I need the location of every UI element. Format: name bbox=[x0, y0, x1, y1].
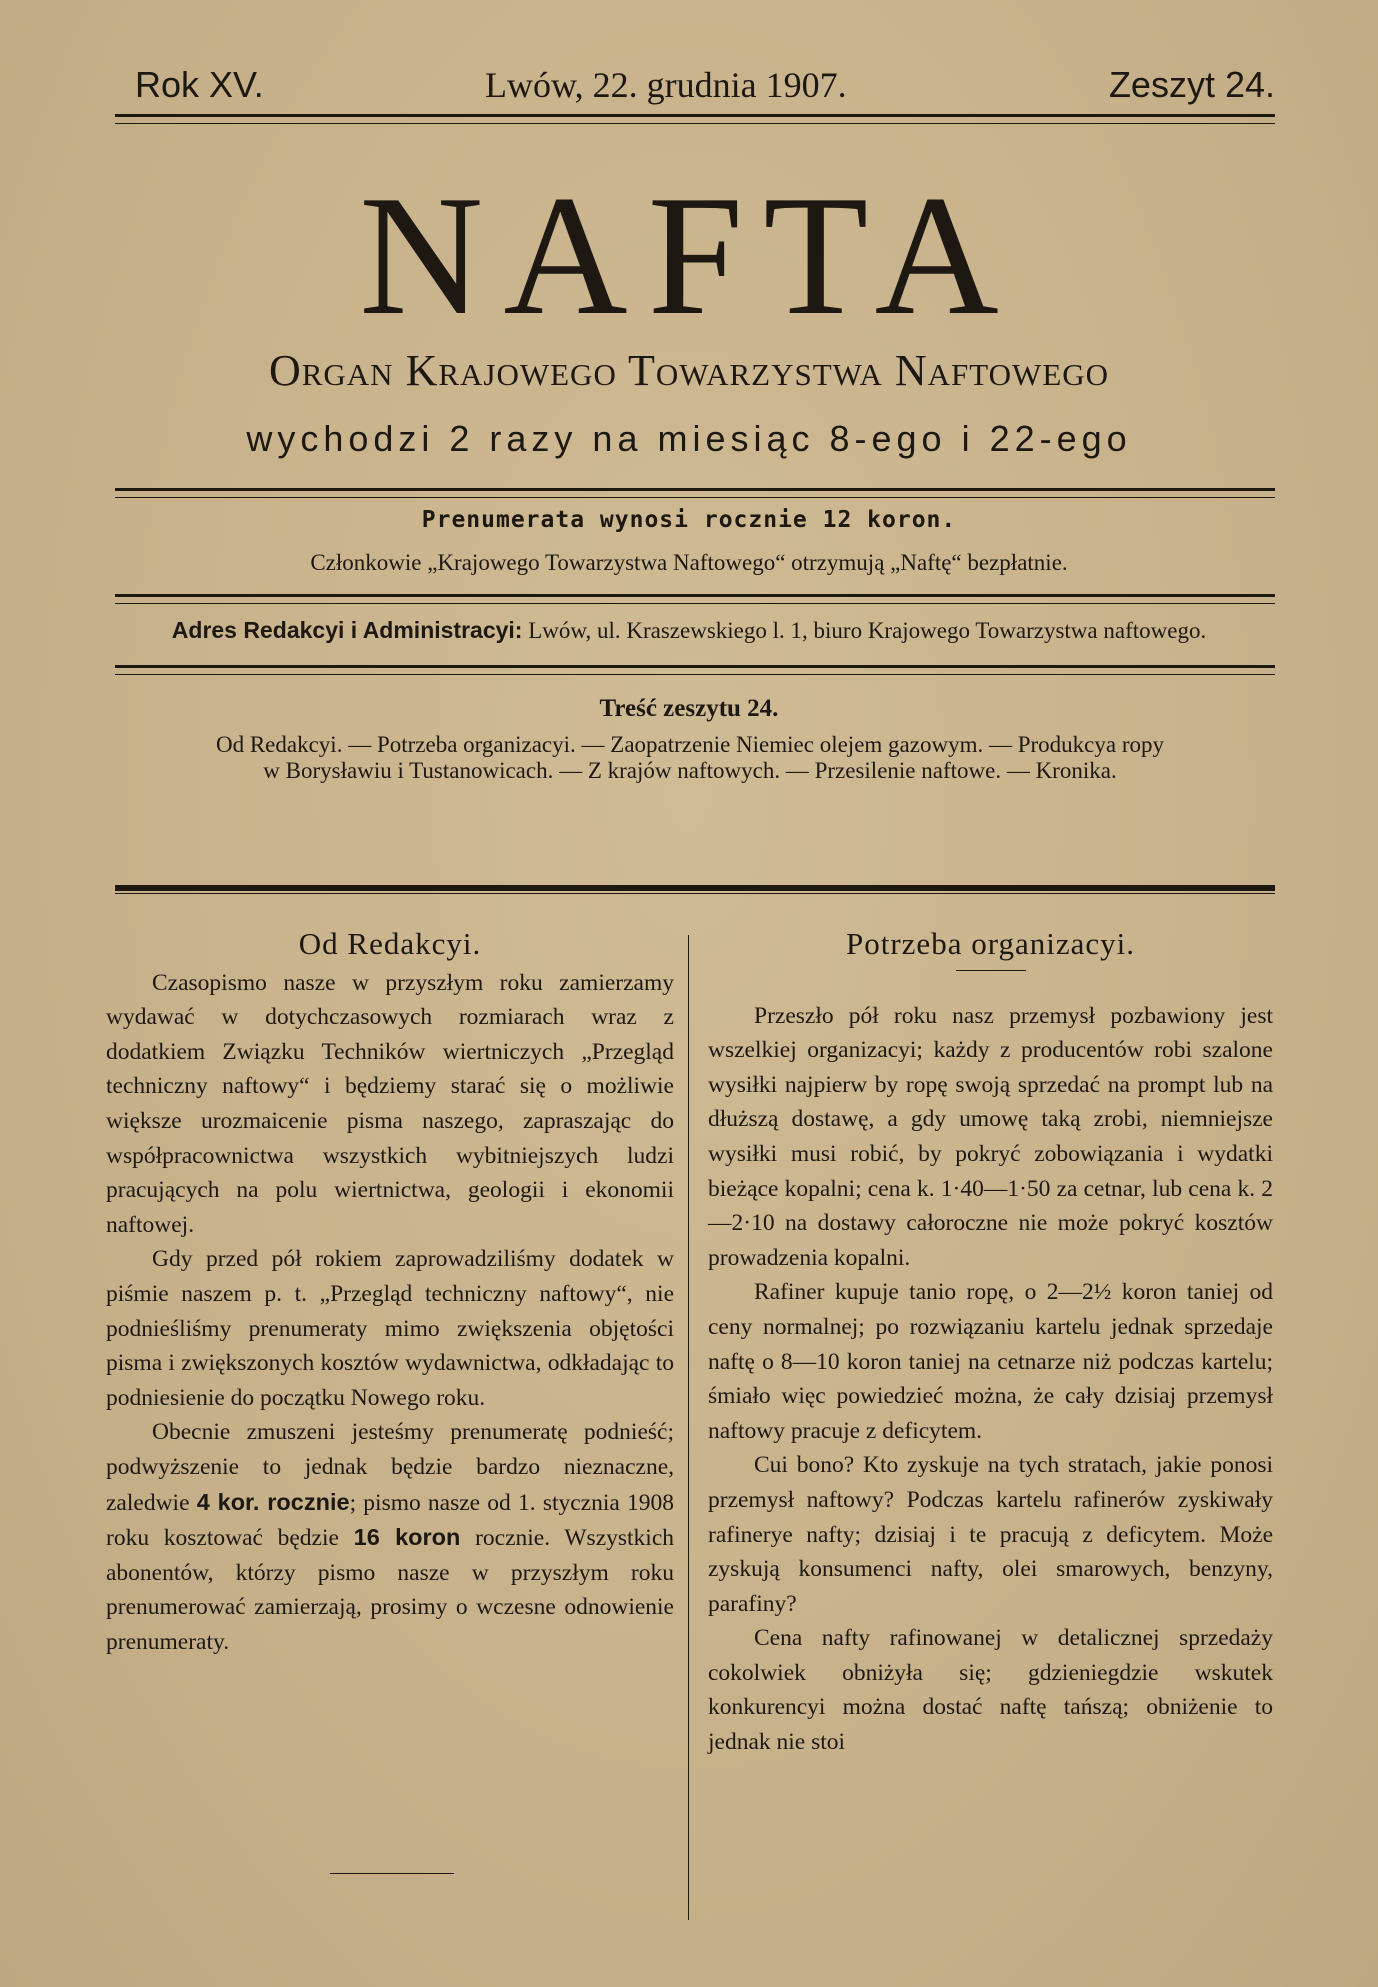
contents-list bbox=[105, 732, 1275, 784]
paragraph: Czasopismo nasze w przyszłym roku zamierzamy wydawać w dotychczasowych rozmiarach wraz z dodatkiem Związku Techników wiertniczych „Przegląd techniczny naftowy“ i będziemy starać się o możliwie większe urozmaicenie pisma naszego, zapraszając do współpracownictwa wszystkich wybitniejszych ludzi pracujących na polu wiertnictwa, geologii i ekonomii naftowej. bbox=[106, 969, 674, 1238]
article-heading: Potrzeba organizacyi. bbox=[846, 926, 1135, 961]
subscription-price: Prenumerata wynosi rocznie 12 koron. bbox=[421, 507, 957, 533]
members-note: Członkowie „Krajowego Towarzystwa Naftowego“ otrzymują „Naftę“ bezpłatnie. bbox=[310, 550, 1068, 575]
subscription-rule bbox=[115, 594, 1275, 604]
issue-header bbox=[115, 64, 1275, 114]
contents-title: Treść zeszytu 24. bbox=[599, 695, 779, 722]
heading-rule bbox=[956, 970, 1026, 971]
paragraph: Cui bono? Kto zyskuje na tych stratach, jakie ponosi przemysł naftowy? Podczas kartelu rafinerów zyskiwały rafinerye nafty; dzisiaj i te pracują z deficytem. Może zyskują konsumenci nafty, olei smarowych, benzyny, parafiny? bbox=[708, 1452, 1273, 1617]
address-value: Lwów, ul. Kraszewskiego l. 1, biuro Krajowego Towarzystwa naftowego. bbox=[528, 618, 1207, 643]
address-rule bbox=[115, 665, 1275, 675]
paragraph: Gdy przed pół rokiem zaprowadziliśmy dodatek w piśmie naszem p. t. „Przegląd techniczny naftowy“, nie podnieśliśmy prenumeraty mimo zwiększenia objętości pisma i zwiększonych kosztów wydawnictwa, odkładając to podniesienie do początku Nowego roku. bbox=[106, 1246, 674, 1411]
article-end-rule bbox=[330, 1873, 454, 1874]
section-rule bbox=[115, 885, 1275, 891]
article-heading: Od Redakcyi. bbox=[298, 926, 482, 961]
new-price: 16 koron bbox=[353, 1524, 461, 1551]
paragraph: Cena nafty rafinowanej w detalicznej sprzedaży cokolwiek obniżyła się; gdzieniegdzie wskutek konkurencyi można dostać naftę tańszą; obniżenie to jednak nie stoi bbox=[708, 1625, 1273, 1756]
year-label: Rok XV. bbox=[135, 64, 264, 105]
text-run: rocznie. Wszystkich abonentów, którzy pismo nasze w przyszłym roku prenumerować zamierzają, prosimy o wczesne odnowienie prenumeraty. bbox=[106, 1525, 675, 1655]
article-editorial bbox=[106, 927, 674, 1659]
text-run: ; pismo nasze od 1. stycznia 1908 roku kosztować będzie bbox=[106, 1489, 675, 1552]
paragraph: Przeszło pół roku nasz przemysł pozbawiony jest wszelkiej organizacyi; każdy z producentów robi szalone wysiłki najpierw by ropę swoją sprzedać na prompt lub na dłuższą dostawę, a gdy umowę taką zrobi, niemniejsze wysiłki musi robić, by pokryć zobowiązania i wydatki bieżące kopalni; cena k. 1·40—1·50 za cetnar, lub cena k. 2—2·10 na dostawy całoroczne nie może pokryć kosztów prowadzenia kopalni. bbox=[708, 1002, 1273, 1271]
masthead-title: NAFTA bbox=[359, 161, 1019, 351]
paragraph bbox=[106, 1415, 674, 1659]
masthead-subtitle: Organ Krajowego Towarzystwa Naftowego bbox=[268, 346, 1110, 395]
price-increase: 4 kor. rocznie bbox=[196, 1488, 350, 1515]
column-divider bbox=[688, 935, 689, 1920]
issue-number: Zeszyt 24. bbox=[1108, 64, 1275, 105]
header-rule bbox=[115, 114, 1275, 124]
publication-frequency: wychodzi 2 razy na miesiąc 8-ego i 22-ego bbox=[246, 418, 1132, 459]
contents-line: w Borysławiu i Tustanowicach. — Z krajów naftowych. — Przesilenie naftowe. — Kronika. bbox=[263, 758, 1117, 783]
article-organization bbox=[708, 927, 1273, 1760]
text-run: Obecnie zmuszeni jesteśmy prenumeratę podnieść; podwyższenie to jednak będzie bardzo nieznaczne, zaledwie bbox=[106, 1419, 674, 1516]
place-date: Lwów, 22. grudnia 1907. bbox=[485, 65, 847, 105]
masthead-rule bbox=[115, 488, 1275, 498]
address-label: Adres Redakcyi i Administracyi: bbox=[171, 617, 523, 643]
section-rule-thin bbox=[115, 893, 1275, 894]
contents-line: Od Redakcyi. — Potrzeba organizacyi. — Zaopatrzenie Niemiec olejem gazowym. — Produkcya ropy bbox=[215, 732, 1164, 757]
editorial-address bbox=[0, 617, 1378, 644]
paragraph: Rafiner kupuje tanio ropę, o 2—2½ koron taniej od ceny normalnej; po rozwiązaniu kartelu jednak sprzedaje naftę o 8—10 koron taniej na cetnarze niż podczas kartelu; śmiało więc powiedzieć można, że cały dzisiaj przemysł naftowy pracuje z deficytem. bbox=[708, 1279, 1273, 1444]
